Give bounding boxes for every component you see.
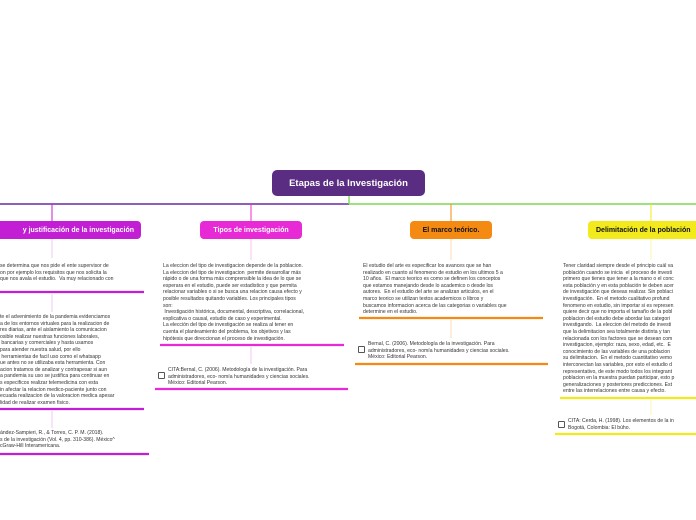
topic-marco-teorico[interactable]: El marco teórico. [410, 221, 492, 239]
justificacion-text-1: se determina que nos pide el ente supervisor de on por ejemplo los requisitos que nos solicita la que nos avala el estudio. Va muy relacionado con [0, 263, 114, 283]
topic-tipos-investigacion[interactable]: Tipos de investigación [200, 221, 302, 239]
justificacion-citation: ández-Sampieri, R., & Torres, C. P. M. (2018). s de la investigación (Vol. 4, pp. 310-386). México^ cGraw-Hill Interamericana. [0, 430, 115, 450]
task-checkbox[interactable] [358, 346, 365, 353]
central-topic[interactable]: Etapas de la Investigación [272, 170, 425, 196]
delimitacion-citation: CITA: Cerda, H. (1998). Los elementos de la in Bogotá, Colombia: El búho. [568, 418, 674, 431]
topic-delimitacion-poblacion[interactable]: Delimitación de la población [588, 221, 696, 239]
marco-teorico-text: El estudio del arte es especificar los avances que se han realizado en cuanto al fenomeno de estudio en los ultimos 5 a 10 años. El marco teorico es como se definen los conceptos que estamos manejando desde lo academico o desde los autores. En el estudio del arte se analizan articulos, en el marco teorico se utilizan textos academicos o libros y buscamos informacion acerca de las categorias o variables que determine en el estudio. [363, 263, 507, 316]
tipos-citation: CITA:Bernal, C. (2006). Metodología de la investigación. Para administradores, eco- nomía humanidades y ciencias sociales. México: Editorial Pearson. [168, 367, 310, 387]
task-checkbox[interactable] [558, 421, 565, 428]
delimitacion-text: Tener claridad siempre desde el principio cuál va población cuando se inicia el proceso de investi primero que tienes que tener a la mano o el conc esta población y en esta población te deben acer de investigación que deseas realizar. Sin poblaci investigación. En el metodo cualitativo profund fenomeno en estudio, sin importar si es represen quiere decir que no importa el tamaño de la pobl poblacion del estudio debe abordar las categori investigando. La eleccion del metodo de investi que la delimitacion sea totalmente distinta y tan relacionada con los factores que se desean com investigacion, ejemplo: raza, sexo, edad, etc. E conocimiento de las variables de una poblacion su delimitacion. En el metodo cuantitativo vemo interconectan las variables, por esto el estudio d representativo, de este modo todos los integrant poblacion en la muestra puedan participar, esto p generalizaciones y posteriores predicciones. Est entre las interrelaciones entre causa y efecto. [563, 263, 675, 395]
justificacion-text-2: te el advenimiento de la pandemia evidenciamos a de los entornos virtuales para la realizacion de res diarias, ante el aislamiento la comunicacion osible realizar nuestras funciones laborales, bancarias y comerciales y hasta usamos para atender nuestra salud, por ello herramientas de facil uso como el whatsapp ue antes no se utilizaba esta herramienta. Con acion tratamos de analizar y contrapesar si aun a pandemia su uso se justifica para continuar en s especificos realizar telemedicina con esta in afectar la relacion medico-paciente junto con ecuada realizacion de la valoracion medica apesar lidad de realizar examen fisico. [0, 314, 115, 406]
tipos-text: La eleccion del tipo de investigacion depende de la poblacion. La eleccion del tipo de investigacion permite desarrollar más rápido o de una forma más comprensible la idea de lo que se esperara en el estudio, puede ser estadistico y que permita relacionar variables o si se busca una relacion causa efecto y posible resultados quitando variables. Los principales tipos son: Investigación histórica, documental, descriptiva, correlacional, explicativa o causal, estudio de caso y experimental. La elección del tipo de investigación se realiza al tener en cuenta el planteamiento del problema, los objetivos y las hipótesis que direccionan el proceso de investigación. [163, 263, 304, 342]
marco-teorico-citation: Bernal, C. (2006). Metodología de la investigación. Para administradores, eco- nomía humanidades y ciencias sociales. México: Editorial Pearson. [368, 341, 510, 361]
task-checkbox[interactable] [158, 372, 165, 379]
topic-justificacion[interactable]: y justificación de la investigación [0, 221, 141, 239]
